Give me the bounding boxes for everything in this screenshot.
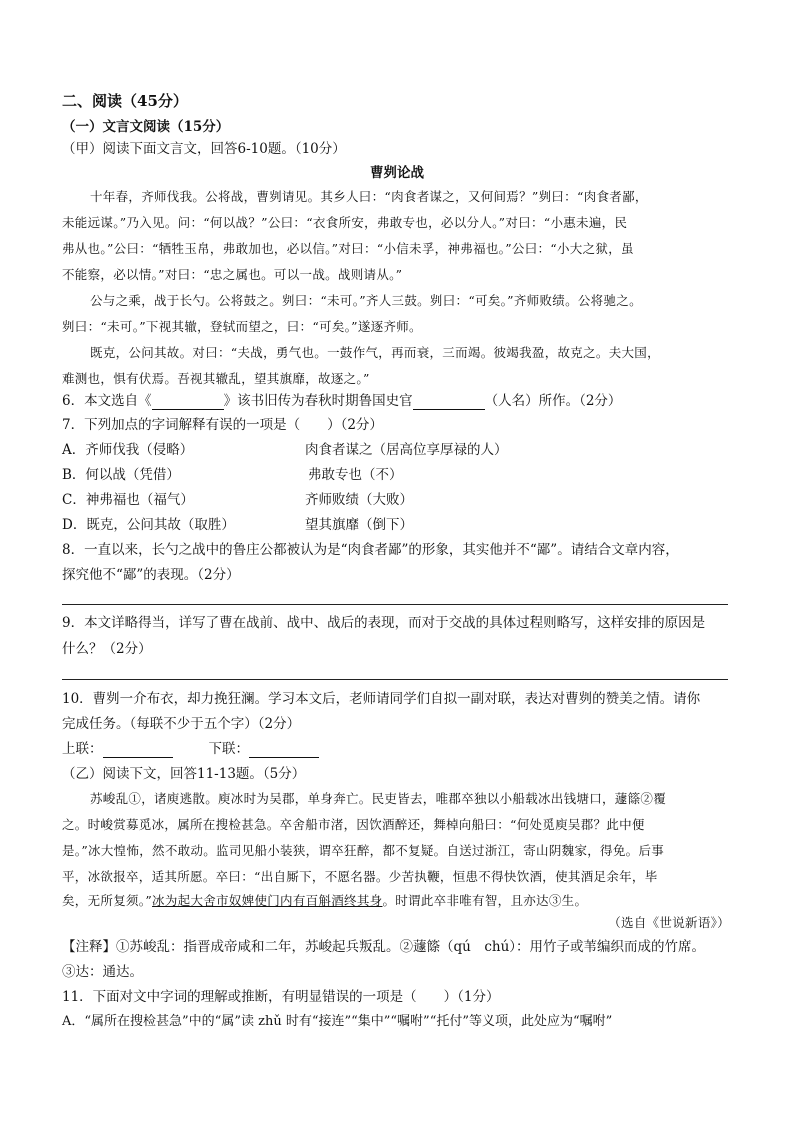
q10-line: 10．曹刿一介布衣，却力挽狂澜。学习本文后，老师请同学们自拟一副对联，表达对曹刿的赞美之情。请你 (62, 691, 701, 707)
passage-b-line: 是。”冰大惶怖，然不敢动。监司见船小装狭，谓卒狂醉，都不复疑。自送过浙江，寄山阴魏家，得免。后事 (62, 843, 665, 858)
passage-b-last-b: 。时谓此卒非唯有智，且亦达③生。 (382, 893, 588, 908)
subsection-title: （一）文言文阅读（15分） (62, 119, 230, 135)
q7-option-c-left[interactable]: C．神弗福也（福气） (62, 492, 194, 508)
passage-b-line: 平，冰欲报卒，适其所愿。卒曰：“出自厮下，不愿名器。少苦执鞭，恒患不得快饮酒，使其酒足余年，毕 (62, 869, 658, 884)
q7-option-d-right: 望其旗靡（倒下） (305, 517, 413, 533)
passage-a-title: 曹刿论战 (370, 165, 424, 181)
q7-stem: 7．下列加点的字词解释有误的一项是（ ）（2分） (62, 417, 383, 433)
notes-line: ③达：通达。 (62, 964, 143, 980)
part-b-intro: （乙）阅读下文，回答11-13题。（5分） (62, 766, 306, 782)
passage-b-last-line (62, 892, 587, 910)
passage-a-line: 弗从也。”公曰：“牺牲玉帛，弗敢加也，必以信。”对曰：“小信未孚，神弗福也。”公曰：“小大之狱，虽 (62, 241, 634, 256)
q6-blank-book[interactable] (152, 395, 224, 410)
q9-answer-line[interactable] (62, 679, 728, 680)
q8-line: 8．一直以来，长勺之战中的鲁庄公都被认为是“肉食者鄙”的形象，其实他并不“鄙”。请结合文章内容， (62, 542, 679, 558)
part-a-intro: （甲）阅读下面文言文，回答6-10题。（10分） (62, 141, 346, 157)
notes-line: 【注释】①苏峻乱：指晋成帝咸和二年，苏峻起兵叛乱。②蘧篨（qú chú）：用竹子或苇编织而成的竹席。 (62, 939, 706, 955)
couplet-row (62, 740, 319, 758)
q7-option-a-left[interactable]: A．齐师伐我（侵略） (62, 442, 194, 458)
passage-a-line: 难测也，惧有伏焉。吾视其辙乱，望其旗靡，故逐之。” (62, 371, 370, 386)
passage-a-line: 刿曰：“未可。”下视其辙，登轼而望之，曰：“可矣。”遂逐齐师。 (62, 319, 422, 334)
couplet-upper-blank[interactable] (103, 743, 173, 758)
q6-part-c: （人名）所作。（2分） (484, 393, 622, 409)
passage-a-line: 未能远谋。”乃入见。问：“何以战？”公曰：“衣食所安，弗敢专也，必以分人。”对曰：“小惠未遍，民 (62, 215, 628, 230)
passage-b-source: （选自《世说新语》） (608, 915, 730, 930)
q11-stem: 11．下面对文中字词的理解或推断，有明显错误的一项是（ ）（1分） (62, 989, 500, 1005)
q9-line: 什么？（2分） (62, 641, 152, 657)
q8-line: 探究他不“鄙”的表现。（2分） (62, 567, 240, 583)
passage-a-line: 既克，公问其故。对曰：“夫战，勇气也。一鼓作气，再而衰，三而竭。彼竭我盈，故克之。夫大国， (90, 345, 660, 360)
couplet-lower-blank[interactable] (249, 743, 319, 758)
passage-b-last-a: 矣，无所复须。” (62, 893, 153, 908)
q7-option-c-right: 齐师败绩（大败） (305, 492, 413, 508)
couplet-lower-label: 下联： (208, 741, 249, 757)
q10-line: 完成任务。（每联不少于五个字）（2分） (62, 716, 301, 732)
q7-option-a-right: 肉食者谋之（居高位享厚禄的人） (305, 442, 508, 458)
q6-part-a: 6．本文选自《 (62, 393, 152, 409)
passage-b-underlined-sentence: 冰为起大舍市奴婢使门内有百斛酒终其身 (152, 893, 383, 908)
q6-blank-author[interactable] (413, 395, 485, 410)
passage-a-line: 不能察，必以情。”对曰：“忠之属也。可以一战。战则请从。” (62, 267, 403, 282)
q8-answer-line[interactable] (62, 604, 728, 605)
passage-b-line: 苏峻乱①，诸庾逃散。庾冰时为吴郡，单身奔亡。民吏皆去，唯郡卒独以小船载冰出钱塘口，蘧篨②覆 (90, 791, 667, 806)
question-6 (62, 392, 621, 410)
passage-a-line: 十年春，齐师伐我。公将战，曹刿请见。其乡人曰：“肉食者谋之，又何间焉？”刿曰：“肉食者鄙， (90, 189, 648, 204)
q7-option-b-right: 弗敢专也（不） (308, 467, 403, 483)
q11-option-a[interactable]: A．“属所在搜检甚急”中的“属”读 zhǔ 时有“接连”“集中”“嘱咐”“托付”等义项，此处应为“嘱咐” (62, 1014, 613, 1029)
section-title: 二、阅读（45分） (62, 92, 188, 110)
passage-b-line: 之。时峻赏募觅冰，属所在搜检甚急。卒舍船市渚，因饮酒醉还，舞棹向船曰：“何处觅庾吴郡？此中便 (62, 817, 645, 832)
q7-option-b-left[interactable]: B．何以战（凭借） (62, 467, 180, 483)
couplet-upper-label: 上联： (62, 741, 103, 757)
q7-option-d-left[interactable]: D．既克，公问其故（取胜） (62, 517, 235, 533)
q9-line: 9．本文详略得当，详写了曹在战前、战中、战后的表现，而对于交战的具体过程则略写，这样安排的原因是 (62, 615, 706, 631)
passage-a-line: 公与之乘，战于长勺。公将鼓之。刿曰：“未可。”齐人三鼓。刿曰：“可矣。”齐师败绩。公将驰之。 (90, 293, 642, 308)
q6-part-b: 》该书旧传为春秋时期鲁国史官 (223, 393, 413, 409)
